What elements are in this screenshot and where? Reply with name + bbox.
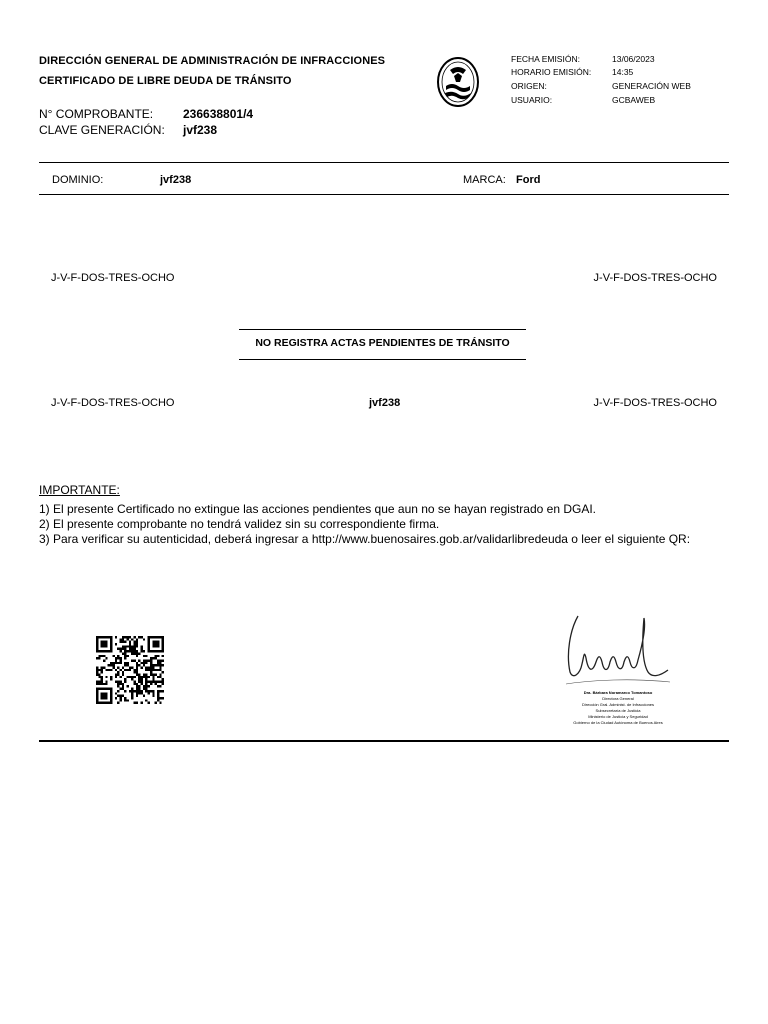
- qr-code-icon: [96, 636, 164, 704]
- important-item-1: 1) El presente Certificado no extingue las acciones pendientes que aun no se hayan registrado en DGAI.: [39, 502, 597, 516]
- horario-emision-label: HORARIO EMISIÓN:: [511, 67, 592, 77]
- signature-line-3: Dirección Gral. Administ. de Infracciones: [581, 702, 655, 707]
- signature-line-6: Gobierno de la Ciudad Autónoma de Buenos Aires: [573, 720, 663, 725]
- marca-value: Ford: [516, 174, 541, 186]
- usuario-value: GCBAWEB: [612, 95, 656, 105]
- signature-line-4: Subsecretaría de Justicia: [595, 708, 641, 713]
- plate-center: jvf238: [369, 397, 401, 409]
- fecha-emision-label: FECHA EMISIÓN:: [511, 54, 580, 64]
- horario-emision-value: 14:35: [612, 67, 634, 77]
- comprobante-label: N° COMPROBANTE:: [39, 107, 154, 121]
- plate-spelled-left: J-V-F-DOS-TRES-OCHO: [51, 272, 175, 284]
- origen-value: GENERACIÓN WEB: [612, 81, 691, 91]
- status-line-bottom: [239, 359, 526, 360]
- city-emblem-icon: [436, 56, 480, 108]
- signature-line-2: Directora General: [602, 696, 634, 701]
- important-item-2: 2) El presente comprobante no tendrá validez sin su correspondiente firma.: [39, 517, 440, 531]
- marca-label: MARCA:: [463, 174, 506, 186]
- header-subtitle: CERTIFICADO DE LIBRE DEUDA DE TRÁNSITO: [39, 75, 292, 87]
- important-title: IMPORTANTE:: [39, 483, 120, 497]
- signature-line-5: Ministerio de Justicia y Seguridad: [588, 714, 648, 719]
- important-item-3: 3) Para verificar su autenticidad, deberá ingresar a http://www.buenosaires.gob.ar/validarlibredeuda o leer el siguiente QR:: [39, 532, 691, 546]
- dominio-label: DOMINIO:: [52, 174, 104, 186]
- divider-top: [39, 162, 729, 163]
- plate-spelled-right-2: J-V-F-DOS-TRES-OCHO: [593, 397, 717, 409]
- dominio-value: jvf238: [160, 174, 192, 186]
- usuario-label: USUARIO:: [511, 95, 553, 105]
- signature-icon: [562, 610, 674, 688]
- clave-value: jvf238: [183, 123, 218, 137]
- plate-spelled-right: J-V-F-DOS-TRES-OCHO: [593, 272, 717, 284]
- plate-spelled-left-2: J-V-F-DOS-TRES-OCHO: [51, 397, 175, 409]
- status-line-top: [239, 329, 526, 330]
- clave-label: CLAVE GENERACIÓN:: [39, 123, 165, 137]
- status-message: NO REGISTRA ACTAS PENDIENTES DE TRÁNSITO: [255, 337, 510, 349]
- comprobante-value: 236638801/4: [183, 107, 254, 121]
- divider-bottom: [39, 740, 729, 742]
- divider-vehicle: [39, 194, 729, 195]
- header-title: DIRECCIÓN GENERAL DE ADMINISTRACIÓN DE INFRACCIONES: [39, 55, 386, 67]
- signature-name: Dra. Bárbara Noramarco Tomantoso: [583, 690, 653, 695]
- fecha-emision-value: 13/06/2023: [612, 54, 655, 64]
- origen-label: ORIGEN:: [511, 81, 547, 91]
